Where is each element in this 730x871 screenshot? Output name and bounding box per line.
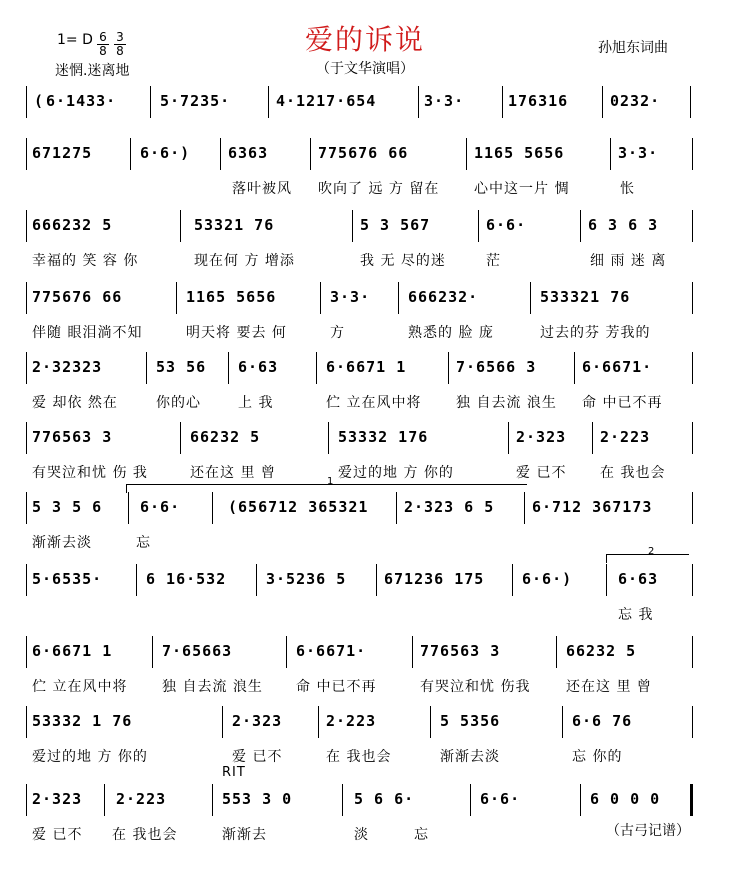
- measure-notes: 5 3 5 6: [32, 498, 103, 516]
- measure-notes: 2·323 6 5: [404, 498, 495, 516]
- barline: [524, 492, 525, 524]
- barline: [692, 706, 693, 738]
- lyric-text: 明天将 要去 何: [186, 325, 287, 341]
- song-title: 爱的诉说: [304, 23, 425, 56]
- barline: [146, 352, 147, 384]
- measure-notes: (: [34, 92, 45, 110]
- measure-notes: 3·3·: [330, 288, 371, 306]
- measure-notes: 6·6·): [522, 570, 573, 588]
- measure-notes: 2·323: [232, 712, 283, 730]
- measure-notes: 1165 5656: [474, 144, 565, 162]
- lyric-text: 爱 已不: [232, 749, 283, 765]
- measure-notes: 775676 66: [32, 288, 123, 306]
- barline: [152, 636, 153, 668]
- barline: [150, 86, 151, 118]
- barline: [130, 138, 131, 170]
- barline: [128, 492, 129, 524]
- lyric-text: 伫 立在风中将: [326, 395, 422, 411]
- barline: [448, 352, 449, 384]
- lyric-text: 爱过的地 方 你的: [338, 465, 454, 481]
- measure-notes: 53332 1 76: [32, 712, 133, 730]
- lyric-text: 渐渐去淡: [32, 535, 92, 551]
- barline: [212, 784, 213, 816]
- barline: [692, 492, 693, 524]
- barline: [580, 784, 581, 816]
- measure-notes: 666232·: [408, 288, 479, 306]
- barline: [328, 422, 329, 454]
- barline: [610, 138, 611, 170]
- final-barline: [690, 784, 693, 816]
- lyric-text: 心中这一片 惆: [474, 181, 570, 197]
- lyric-text: 还在这 里 曾: [190, 465, 276, 481]
- barline: [222, 706, 223, 738]
- lyric-text: 熟悉的 脸 庞: [408, 325, 494, 341]
- barline: [256, 564, 257, 596]
- measure-notes: 5·6535·: [32, 570, 103, 588]
- barline: [342, 784, 343, 816]
- measure-notes: 776563 3: [420, 642, 501, 660]
- barline: [692, 210, 693, 242]
- transcriber-credit: （古弓记谱）: [606, 823, 690, 839]
- barline: [180, 422, 181, 454]
- barline: [398, 282, 399, 314]
- barline: [562, 706, 563, 738]
- volta-bracket-2: 2: [606, 554, 689, 563]
- lyric-text: 还在这 里 曾: [566, 679, 652, 695]
- note-line: [0, 288, 730, 314]
- barline: [26, 282, 27, 314]
- barline: [180, 210, 181, 242]
- measure-notes: 66232 5: [190, 428, 261, 446]
- lyric-text: 渐渐去淡: [440, 749, 500, 765]
- lyric-text: 细 雨 迷 离: [590, 253, 667, 269]
- time-signature-1: 6 8: [97, 32, 109, 57]
- barline: [104, 784, 105, 816]
- note-line: [0, 790, 730, 816]
- lyric-text: 在 我也会: [600, 465, 666, 481]
- lyric-text: 现在何 方 增添: [194, 253, 295, 269]
- measure-notes: 6·6671·: [296, 642, 367, 660]
- barline: [574, 352, 575, 384]
- barline: [692, 352, 693, 384]
- measure-notes: 0232·: [610, 92, 661, 110]
- measure-notes: 6·1433·: [46, 92, 117, 110]
- measure-notes: 6·6 76: [572, 712, 633, 730]
- lyric-text: 有哭泣和忧 伤我: [420, 679, 531, 695]
- volta-bracket-1: 1: [126, 484, 527, 493]
- note-line: [0, 642, 730, 668]
- measure-notes: 2·223: [600, 428, 651, 446]
- barline: [512, 564, 513, 596]
- measure-notes: 66232 5: [566, 642, 637, 660]
- measure-notes: 775676 66: [318, 144, 409, 162]
- lyric-text: 在 我也会: [326, 749, 392, 765]
- lyric-text: 过去的芬 芳我的: [540, 325, 651, 341]
- barline: [318, 706, 319, 738]
- lyric-text: 你的心: [156, 395, 201, 411]
- lyric-text: 在 我也会: [112, 827, 178, 843]
- barline: [418, 86, 419, 118]
- lyric-text: 独 自去流 浪生: [456, 395, 557, 411]
- barline: [470, 784, 471, 816]
- measure-notes: 5 5356: [440, 712, 501, 730]
- measure-notes: 2·223: [116, 790, 167, 808]
- lyric-text: 爱过的地 方 你的: [32, 749, 148, 765]
- barline: [26, 636, 27, 668]
- note-line: [0, 712, 730, 738]
- measure-notes: 3·3·: [424, 92, 465, 110]
- barline: [286, 636, 287, 668]
- measure-notes: 6·6·: [486, 216, 527, 234]
- measure-notes: 6363: [228, 144, 269, 162]
- measure-notes: 666232 5: [32, 216, 113, 234]
- barline: [396, 492, 397, 524]
- barline: [26, 784, 27, 816]
- measure-notes: (656712 365321: [228, 498, 369, 516]
- note-line: [0, 216, 730, 242]
- measure-notes: 176316: [508, 92, 569, 110]
- barline: [592, 422, 593, 454]
- barline: [26, 86, 27, 118]
- lyric-text: 爱 已不: [32, 827, 83, 843]
- barline: [412, 636, 413, 668]
- barline: [692, 282, 693, 314]
- measure-notes: 5 6 6·: [354, 790, 415, 808]
- barline: [26, 210, 27, 242]
- measure-notes: 3·5236 5: [266, 570, 347, 588]
- lyric-text: 忘: [136, 535, 151, 551]
- lyric-text: 命 中已不再: [296, 679, 377, 695]
- lyric-text: 忘: [414, 827, 429, 843]
- note-line: [0, 92, 730, 118]
- lyric-text: 上 我: [238, 395, 274, 411]
- barline: [692, 636, 693, 668]
- measure-notes: 6·712 367173: [532, 498, 653, 516]
- barline: [26, 492, 27, 524]
- lyric-text: 吹向了 远 方 留在: [318, 181, 440, 197]
- barline: [228, 352, 229, 384]
- measure-notes: 4·1217·654: [276, 92, 377, 110]
- lyric-text: 忘 我: [618, 607, 654, 623]
- measure-notes: 7·6566 3: [456, 358, 537, 376]
- measure-notes: 2·32323: [32, 358, 103, 376]
- barline: [220, 138, 221, 170]
- measure-notes: 5·7235·: [160, 92, 231, 110]
- lyric-text: 独 自去流 浪生: [162, 679, 263, 695]
- lyric-text: 我 无 尽的迷: [360, 253, 446, 269]
- measure-notes: 6·6·): [140, 144, 191, 162]
- barline: [466, 138, 467, 170]
- singer-credit: （于文华演唱）: [316, 61, 414, 77]
- note-line: [0, 144, 730, 170]
- measure-notes: 6 16·532: [146, 570, 227, 588]
- measure-notes: 7·65663: [162, 642, 233, 660]
- barline: [556, 636, 557, 668]
- barline: [26, 422, 27, 454]
- measure-notes: 1165 5656: [186, 288, 277, 306]
- key-signature: 1= D: [57, 32, 93, 48]
- barline: [580, 210, 581, 242]
- barline: [212, 492, 213, 524]
- lyric-text: 爱 却依 然在: [32, 395, 118, 411]
- barline: [530, 282, 531, 314]
- expression-marking: 迷惘.迷离地: [55, 63, 130, 79]
- barline: [176, 282, 177, 314]
- note-line: [0, 358, 730, 384]
- measure-notes: 5 3 567: [360, 216, 431, 234]
- lyric-text: 茫: [486, 253, 501, 269]
- measure-notes: 6 3 6 3: [588, 216, 659, 234]
- measure-notes: 776563 3: [32, 428, 113, 446]
- barline: [478, 210, 479, 242]
- barline: [508, 422, 509, 454]
- ritardando-marking: RIT: [222, 765, 246, 780]
- note-line: [0, 498, 730, 524]
- measure-notes: 6·6671·: [582, 358, 653, 376]
- barline: [502, 86, 503, 118]
- lyric-text: 落叶被风: [232, 181, 292, 197]
- measure-notes: 6·63: [238, 358, 279, 376]
- measure-notes: 533321 76: [540, 288, 631, 306]
- note-line: [0, 428, 730, 454]
- measure-notes: 6·6·: [140, 498, 181, 516]
- barline: [268, 86, 269, 118]
- measure-notes: 2·323: [32, 790, 83, 808]
- measure-notes: 53332 176: [338, 428, 429, 446]
- barline: [602, 86, 603, 118]
- barline: [376, 564, 377, 596]
- lyric-text: 伴随 眼泪淌不知: [32, 325, 143, 341]
- measure-notes: 671275: [32, 144, 93, 162]
- measure-notes: 671236 175: [384, 570, 485, 588]
- lyric-text: 有哭泣和忧 伤 我: [32, 465, 148, 481]
- barline: [320, 282, 321, 314]
- lyric-text: 幸福的 笑 容 你: [32, 253, 139, 269]
- barline: [26, 564, 27, 596]
- barline: [26, 352, 27, 384]
- barline: [310, 138, 311, 170]
- measure-notes: 3·3·: [618, 144, 659, 162]
- barline: [430, 706, 431, 738]
- lyric-text: 爱 已不: [516, 465, 567, 481]
- barline: [692, 138, 693, 170]
- measure-notes: 553 3 0: [222, 790, 293, 808]
- measure-notes: 6·6671 1: [326, 358, 407, 376]
- barline: [690, 86, 691, 118]
- lyric-text: 方: [330, 325, 345, 341]
- measure-notes: 2·323: [516, 428, 567, 446]
- measure-notes: 6 0 0 0: [590, 790, 661, 808]
- barline: [606, 564, 607, 596]
- measure-notes: 53 56: [156, 358, 207, 376]
- barline: [692, 422, 693, 454]
- lyric-text: 忘 你的: [572, 749, 623, 765]
- composer-credit: 孙旭东词曲: [598, 40, 668, 56]
- measure-notes: 6·63: [618, 570, 659, 588]
- note-line: [0, 570, 730, 596]
- barline: [136, 564, 137, 596]
- time-signature-2: 3 8: [114, 32, 126, 57]
- lyric-text: 淡: [354, 827, 369, 843]
- lyric-text: 命 中已不再: [582, 395, 663, 411]
- barline: [26, 706, 27, 738]
- barline: [692, 564, 693, 596]
- measure-notes: 2·223: [326, 712, 377, 730]
- measure-notes: 6·6·: [480, 790, 521, 808]
- barline: [352, 210, 353, 242]
- barline: [316, 352, 317, 384]
- measure-notes: 53321 76: [194, 216, 275, 234]
- lyric-text: 伫 立在风中将: [32, 679, 128, 695]
- barline: [26, 138, 27, 170]
- lyric-text: 渐渐去: [222, 827, 267, 843]
- lyric-text: 怅: [620, 181, 635, 197]
- measure-notes: 6·6671 1: [32, 642, 113, 660]
